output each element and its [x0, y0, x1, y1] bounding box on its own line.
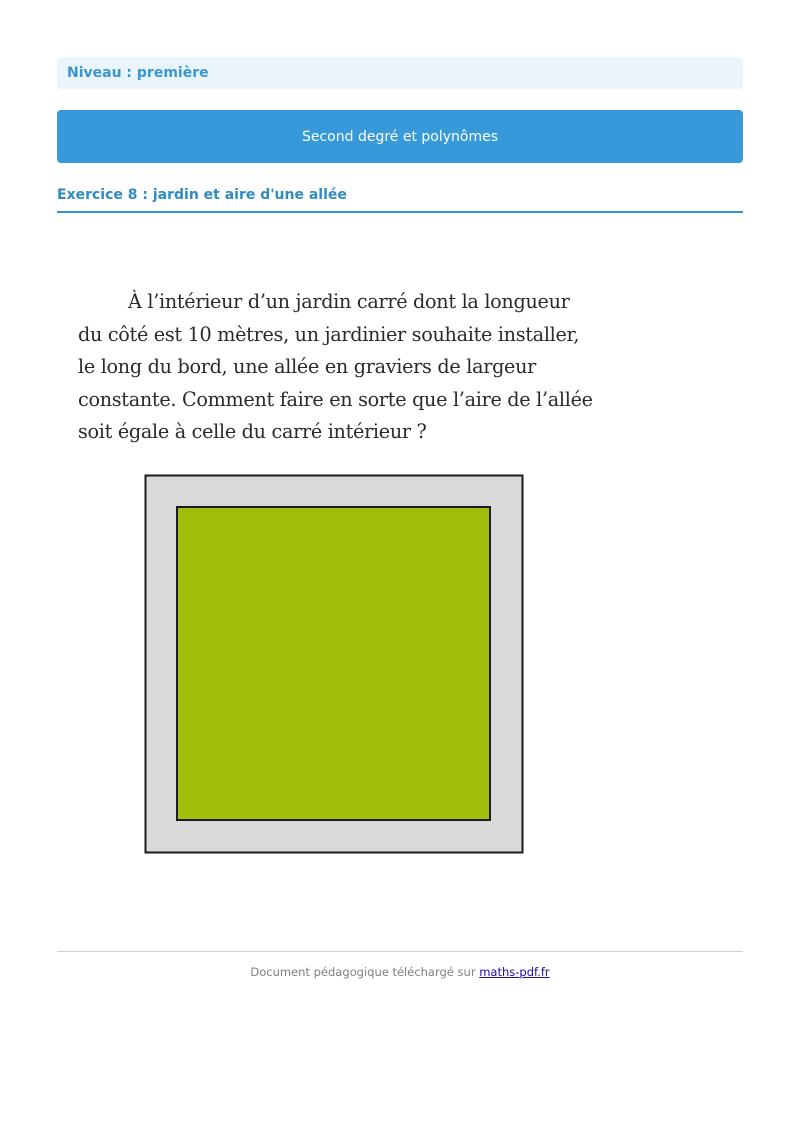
level-banner [57, 57, 743, 89]
exercise-title: Exercice 8 : jardin et aire d'une allée [57, 185, 743, 213]
level-label: Niveau : première [67, 65, 209, 81]
garden-inner-square [177, 507, 490, 820]
garden-figure [144, 474, 524, 854]
exercise-statement: À l’intérieur d’un jardin carré dont la longueur du côté est 10 mètres, un jardinier souhaite installer, le long du bord, une allée en graviers de largeur constante. Comment faire en sorte que l’aire de l’allée soit égale à celle du carré intérieur ? [78, 290, 593, 443]
footer-text: Document pédagogique téléchargé sur [250, 965, 476, 979]
footer-divider [57, 951, 743, 952]
footer [0, 965, 800, 979]
footer-link[interactable]: maths-pdf.fr [479, 965, 550, 979]
topic-label: Second degré et polynômes [301, 128, 499, 145]
topic-banner [57, 110, 743, 163]
